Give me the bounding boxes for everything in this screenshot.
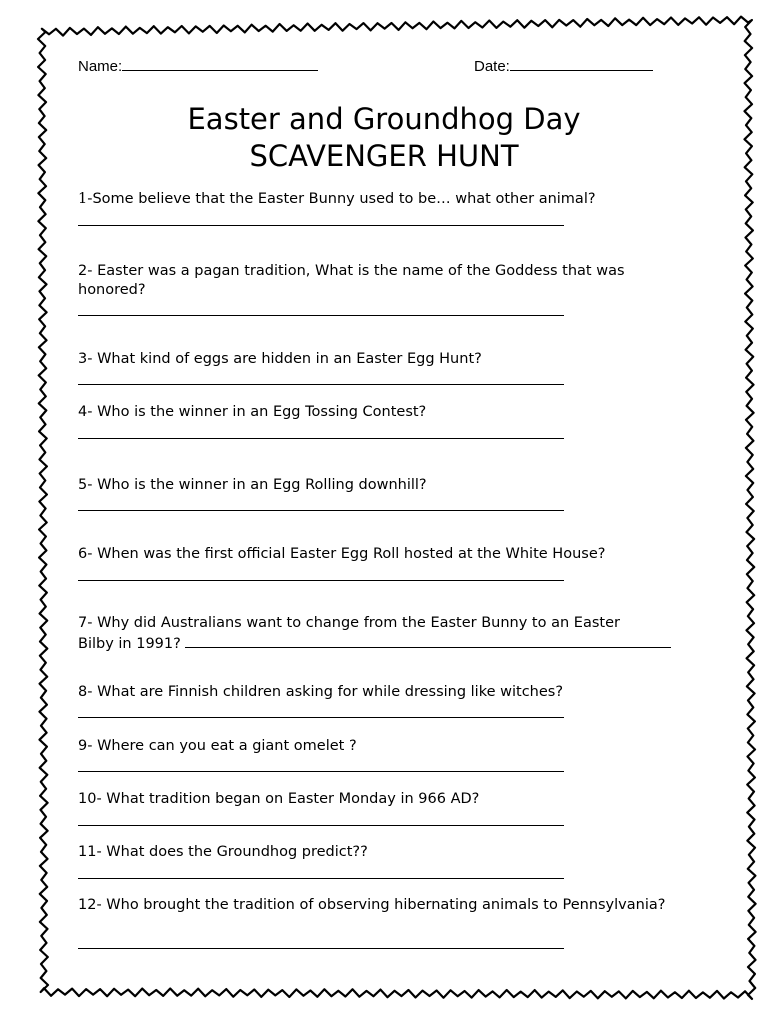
- answer-line-12: [78, 948, 564, 949]
- answer-line-7: [185, 633, 671, 648]
- answer-line-3: [78, 384, 564, 385]
- question-1-number: 1: [78, 191, 88, 207]
- answer-line-11: [78, 878, 564, 879]
- question-11: 11- What does the Groundhog predict??: [78, 844, 368, 860]
- question-12: 12- Who brought the tradition of observing hibernating animals to Pennsylvania?: [78, 897, 666, 913]
- name-label: Name:: [78, 58, 123, 75]
- answer-line-8: [78, 717, 564, 718]
- question-7-line2: [78, 633, 678, 654]
- page-title: Easter and Groundhog Day: [187, 102, 581, 136]
- question-9: 9- Where can you eat a giant omelet ?: [78, 738, 357, 754]
- answer-line-10: [78, 825, 564, 826]
- question-4: 4- Who is the winner in an Egg Tossing Contest?: [78, 404, 427, 420]
- date-blank-line: [510, 56, 653, 71]
- answer-line-2: [78, 315, 564, 316]
- answer-line-1: [78, 225, 564, 226]
- answer-line-9: [78, 771, 564, 772]
- question-1: [78, 190, 678, 209]
- answer-line-6: [78, 580, 564, 581]
- question-8: 8- What are Finnish children asking for while dressing like witches?: [78, 684, 564, 700]
- question-3: 3- What kind of eggs are hidden in an Easter Egg Hunt?: [78, 351, 482, 367]
- date-label: Date:: [474, 58, 510, 75]
- answer-line-5: [78, 510, 564, 511]
- name-blank-line: [122, 56, 318, 71]
- date-field: [474, 56, 653, 77]
- question-10: 10- What tradition began on Easter Monday in 966 AD?: [78, 791, 480, 807]
- name-field: [78, 56, 318, 77]
- answer-line-4: [78, 438, 564, 439]
- question-6: 6- When was the first official Easter Egg Roll hosted at the White House?: [78, 546, 606, 562]
- question-7: [78, 614, 678, 654]
- page-subtitle: SCAVENGER HUNT: [249, 139, 519, 173]
- question-5: 5- Who is the winner in an Egg Rolling downhill?: [78, 477, 427, 493]
- question-7-line2-text: Bilby in 1991?: [78, 636, 181, 652]
- question-7-line1: 7- Why did Australians want to change from the Easter Bunny to an Easter: [78, 615, 620, 631]
- question-1-text: -Some believe that the Easter Bunny used to be… what other animal?: [87, 191, 596, 207]
- question-2: 2- Easter was a pagan tradition, What is the name of the Goddess that was honored?: [78, 263, 625, 298]
